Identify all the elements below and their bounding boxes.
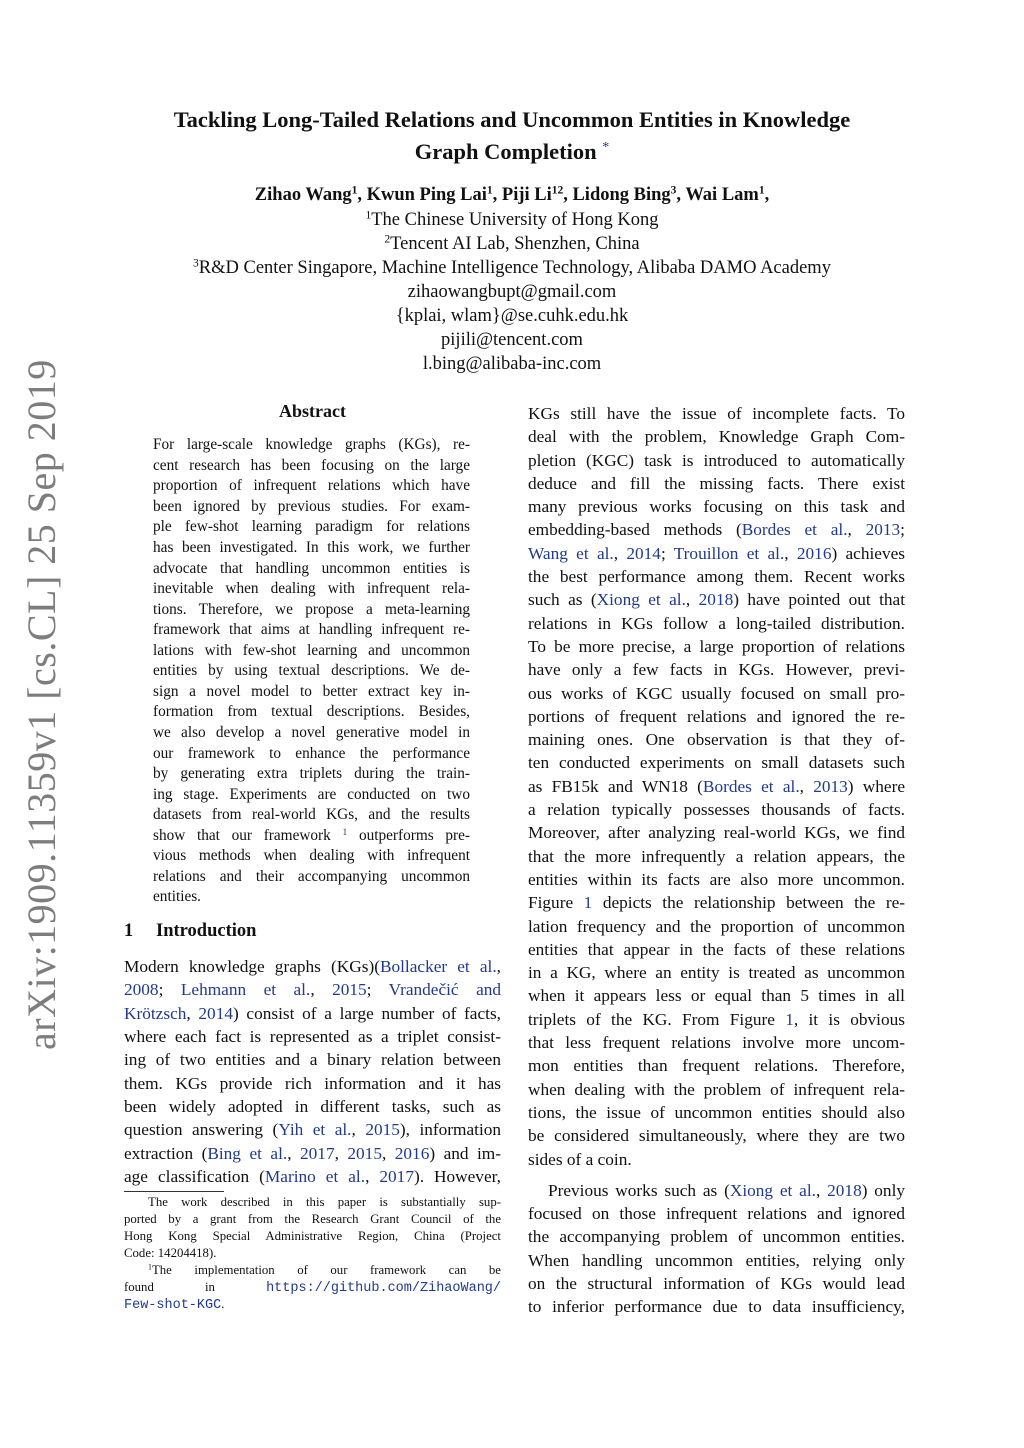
citation-link[interactable]: Bing et al. [207,1143,288,1163]
citation-link[interactable]: 2017 [300,1143,335,1163]
text-line: To be more precise, a large proportion of relations [528,636,905,656]
text-line: have only a few facts in KGs. However, previ- [528,660,905,680]
text-line: the accompanying problem of uncommon entities. [528,1227,905,1247]
abstract-line-text: show that our framework [153,826,331,844]
title-line-1: Tackling Long-Tailed Relations and Uncommon Entities in Knowledge [173,107,851,132]
citation-link[interactable]: 2015 [365,1120,400,1140]
abstract-line: datasets from real-world KGs, and the results [153,806,470,824]
email: l.bing@alibaba-inc.com [422,354,602,374]
author: Kwun Ping Lai [366,185,487,205]
author-list: Zihao Wang$^1$, Kwun Ping Lai$^1$, Piji Li$^{12}$, Lidong Bing$^3$, Wai Lam$^1$, [254,184,770,205]
text-line: triplets of the KG. From Figure 1, it is obvious [528,1009,905,1029]
text-line: age classification (Marino et al., 2017). However, [124,1166,501,1186]
citation-link[interactable]: Bordes et al. [702,776,800,796]
citation-link[interactable]: Krötzsch [124,1003,187,1023]
text-line: that less frequent relations involve more uncom- [528,1033,905,1053]
section-title: Introduction [156,920,257,941]
citation-link[interactable]: 2013 [865,520,901,540]
text-line: be considered simultaneously, where they are two [528,1126,905,1146]
text-line: Figure 1 depicts the relationship between the re- [528,893,905,913]
abstract-line: by generating extra triplets during the train- [153,765,470,783]
citation-link[interactable]: Vrandečić and [388,980,502,1000]
text-line: maining ones. One observation is that they of- [528,730,905,750]
citation-link[interactable]: 2014 [198,1003,233,1023]
abstract-line: lations with few-shot learning and uncommon [153,641,470,659]
text-line: entities that appear in the facts of these relations [528,939,905,959]
citation-link[interactable]: Bordes et al. [741,520,848,540]
abstract-line: For large-scale knowledge graphs (KGs), re- [153,436,470,454]
text-line: when dealing with the problem of infrequent rela- [528,1079,905,1099]
section-number: 1 [124,920,134,941]
github-link[interactable]: Few-shot-KGC [124,1298,222,1313]
text-line: ten conducted experiments on small datasets such [528,753,905,773]
text-line: relations in KGs follow a long-tailed distribution. [528,613,905,633]
abstract-line: been ignored by previous studies. For exam- [153,497,470,515]
text-line: Previous works such as (Xiong et al., 2018) only [548,1180,906,1200]
text-line: Modern knowledge graphs (KGs)(Bollacker et al., [124,957,501,977]
author-affil-mark: 1 [486,184,493,197]
email: {kplai, wlam}@se.cuhk.edu.hk [395,306,629,326]
affiliation-mark: 2 [384,233,391,246]
text-line: KGs still have the issue of incomplete facts. To [528,404,905,423]
abstract-line: tions. Therefore, we propose a meta-learning [153,600,470,618]
text-line: mon entities than frequent relations. Therefore, [528,1056,905,1076]
text-line: ing of two entities and a binary relation between [124,1050,501,1070]
abstract-line: vious methods when dealing with infrequent [153,847,470,865]
text-line: sides of a coin. [528,1149,632,1169]
footnote-divider [124,1191,224,1192]
citation-link[interactable]: 2018 [827,1180,862,1200]
abstract-line: inevitable when dealing with infrequent rela- [153,580,470,598]
paragraph-gap [528,1171,905,1179]
footnote-line: Code: 14204418). [124,1246,217,1260]
citation-link[interactable]: Xiong et al. [596,590,686,610]
arxiv-stamp: arXiv:1909.11359v1 [cs.CL] 25 Sep 2019 [19,359,64,1050]
abstract-line: we also develop a novel generative model in [153,723,470,741]
citation-link[interactable]: 2015 [332,980,367,1000]
email: zihaowangbupt@gmail.com [407,282,617,302]
text-line: as FB15k and WN18 (Bordes et al., 2013) where [528,776,905,796]
text-line: pletion (KGC) task is introduced to automatically [528,450,905,470]
footnote-line [124,1279,501,1296]
citation-link[interactable]: Marino et al. [264,1166,366,1186]
citation-link[interactable]: Lehmann et al. [180,980,311,1000]
footnote-text: The implementation of our framework can be [151,1263,501,1277]
footnotes [124,1194,501,1313]
footnote-line: ported by a grant from the Research Grant Council of the [124,1212,501,1226]
text-line: lation frequency and the proportion of uncommon [528,916,905,936]
citation-link[interactable]: 2016 [796,543,832,563]
github-link[interactable]: https://github.com/ZihaoWang/ [266,1281,502,1296]
author-affil-mark: 1 [351,184,358,197]
footnote-line: The work described in this paper is substantially sup- [148,1195,501,1209]
abstract-line: advocate that handling uncommon entities is [153,559,470,577]
footnote-ref[interactable]: 1 [342,827,348,838]
text-line: been widely adopted in different tasks, such as [124,1096,501,1116]
citation-link[interactable]: Bollacker et al. [379,957,497,977]
citation-link[interactable]: Xiong et al. [729,1180,816,1200]
abstract-line: proportion of infrequent relations which have [153,477,470,495]
text-line: embedding-based methods (Bordes et al., 2013; [528,520,905,540]
citation-link[interactable]: 2014 [626,543,661,563]
affiliation [100,208,924,232]
footnote-text: found in [124,1280,215,1294]
affiliation [100,232,924,256]
paper-title [100,106,924,166]
citation-link[interactable]: Trouillon et al. [673,543,785,563]
affiliation-mark: 3 [193,257,199,270]
author: Wai Lam [685,185,759,205]
author-affil-mark: 3 [670,184,677,197]
author-affil-mark: 12 [551,184,564,197]
section-heading-introduction [124,920,501,943]
right-column [528,402,905,1319]
paper-header [100,106,924,376]
affiliation [100,256,924,280]
text-line: deal with the problem, Knowledge Graph Com- [528,427,905,447]
abstract-line: relations and their accompanying uncommon [153,867,470,885]
author: Piji Li [501,185,552,205]
abstract-line: cent research has been focusing on the large [153,456,470,474]
text-line: that the more infrequently a relation appears, the [528,846,905,866]
footnote-line: Hong Kong Special Administrative Region, China (Project [124,1229,501,1243]
text-line: focused on those infrequent relations and ignored [528,1204,905,1224]
affiliation-mark: 1 [365,209,372,222]
citation-link[interactable]: Yih et al. [278,1120,352,1140]
citation-link[interactable]: 2017 [379,1166,414,1186]
text-line: a relation typically possesses thousands of facts. [528,800,905,820]
text-line: entities within its facts are also more uncommon. [528,869,905,889]
abstract-line: entities. [153,888,202,906]
text-line: deduce and fill the missing facts. There exist [528,473,905,493]
abstract-line: framework that aims at handling infrequent re- [153,621,470,639]
text-line: them. KGs provide rich information and it has [124,1073,501,1093]
text-line: extraction (Bing et al., 2017, 2015, 2016) and im- [124,1143,502,1163]
title-footnote-mark[interactable]: * [602,140,610,155]
text-line: tions, the issue of uncommon entities should also [528,1102,905,1122]
text-line: many previous works focusing on this task and [528,497,905,517]
citation-link[interactable]: 2015 [347,1143,382,1163]
footnote-line: Few-shot-KGC. [124,1297,225,1313]
abstract-line-text: outperforms pre- [358,826,471,844]
text-line: on the structural information of KGs would lead [528,1273,905,1293]
text-line: such as (Xiong et al., 2018) have pointed out that [528,590,906,610]
text-line: the best performance among them. Recent works [528,567,905,587]
affiliation-text: The Chinese University of Hong Kong [371,210,659,230]
text-line: where each fact is represented as a triplet consist- [124,1027,501,1047]
figure-ref-link[interactable]: 1 [583,893,593,913]
citation-link[interactable]: 2013 [813,776,848,796]
text-line: Krötzsch, 2014) consist of a large number of facts, [124,1003,501,1023]
abstract-line: has been investigated. In this work, we further [153,539,470,557]
text-line: ous works of KGC usually focused on small pro- [528,683,905,703]
text-line: When handling uncommon entities, relying only [528,1250,905,1270]
author: Lidong Bing [572,185,671,205]
email: pijili@tencent.com [441,330,583,350]
affiliation-text: R&D Center Singapore, Machine Intelligence Technology, Alibaba DAMO Academy [198,258,831,278]
left-column [124,400,501,1188]
text-line: portions of frequent relations and ignored the re- [528,706,905,726]
title-line-2: Graph Completion [414,139,597,164]
abstract-line [153,826,470,847]
abstract-heading: Abstract [279,401,346,421]
text-line: Moreover, after analyzing real-world KGs, we find [528,823,905,843]
text-line: 2008; Lehmann et al., 2015; Vrandečić and [124,980,502,1000]
text-line: Wang et al., 2014; Trouillon et al., 2016) achieves [528,543,905,563]
abstract-line: sign a novel model to better extract key in- [153,682,470,700]
footnote-line [124,1262,501,1279]
author: Zihao Wang [254,185,352,205]
abstract-line: ple few-shot learning paradigm for relations [153,518,470,536]
text-line: question answering (Yih et al., 2015), information [124,1120,502,1140]
figure-ref-link[interactable]: 1 [785,1009,794,1029]
citation-link[interactable]: 2008 [124,980,159,1000]
citation-link[interactable]: 2016 [394,1143,430,1163]
text-line: when it appears less or equal than 5 times in all [528,986,905,1006]
abstract-line: formation from textual descriptions. Besides, [153,703,470,721]
author-affil-mark: 1 [758,184,765,197]
abstract-body [153,435,470,908]
citation-link[interactable]: 2018 [698,590,734,610]
citation-link[interactable]: Wang et al. [528,543,614,563]
text-line: in a KG, where an entity is treated as uncommon [528,963,905,983]
affiliation-text: Tencent AI Lab, Shenzhen, China [390,234,640,254]
footnote-mark: 1 [148,1262,152,1272]
abstract-line: our framework to enhance the performance [153,744,470,762]
abstract-line: ing stage. Experiments are conducted on two [153,785,470,803]
abstract-line: entities by using textual descriptions. We de- [153,662,470,680]
text-line: to inferior performance due to data insufficiency, [528,1297,905,1317]
intro-paragraph [124,955,501,1188]
